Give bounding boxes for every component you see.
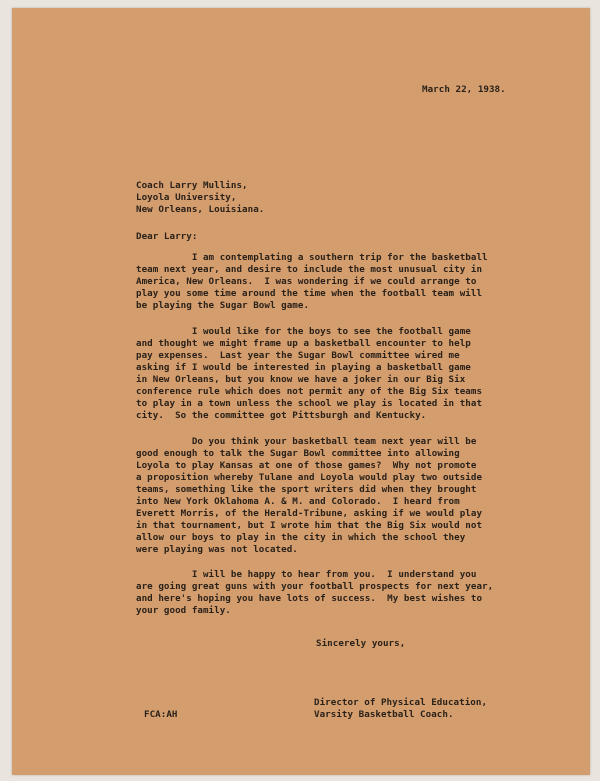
text-line: and here's hoping you have lots of success. My best wishes to xyxy=(136,593,483,604)
text-line: into New York Oklahoma A. & M. and Colorado. I heard from xyxy=(136,496,460,507)
letter-date: March 22, 1938. xyxy=(422,84,506,95)
text-line: conference rule which does not permit any of the Big Six teams xyxy=(136,386,483,397)
address-line: New Orleans, Louisiana. xyxy=(136,204,265,215)
text-line: team next year, and desire to include the most unusual city in xyxy=(136,264,483,275)
text-line: and thought we might frame up a basketball encounter to help xyxy=(136,338,471,349)
body-paragraph-3 xyxy=(136,436,482,556)
text-line: are going great guns with your football prospects for next year, xyxy=(136,581,494,592)
text-line: Everett Morris, of the Herald-Tribune, asking if we would play xyxy=(136,508,483,519)
text-line: allow our boys to play in the city in which the school they xyxy=(136,532,466,543)
text-line: pay expenses. Last year the Sugar Bowl committee wired me xyxy=(136,350,460,361)
text-line: to play in a town unless the school we play is located in that xyxy=(136,398,483,409)
signature-line: Director of Physical Education, xyxy=(314,697,488,708)
body-paragraph-2 xyxy=(136,326,482,422)
text-line: play you some time around the time when the football team will xyxy=(136,288,483,299)
body-paragraph-4 xyxy=(136,569,493,617)
text-line: asking if I would be interested in playing a basketball game xyxy=(136,362,471,373)
text-line: in that tournament, but I wrote him that the Big Six would not xyxy=(136,520,483,531)
text-line: I would like for the boys to see the football game xyxy=(136,326,471,337)
text-line: Loyola to play Kansas at one of those games? Why not promote xyxy=(136,460,477,471)
text-line: America, New Orleans. I was wondering if we could arrange to xyxy=(136,276,477,287)
text-line: in New Orleans, but you know we have a joker in our Big Six xyxy=(136,374,466,385)
signature-block xyxy=(314,697,487,721)
text-line: city. So the committee got Pittsburgh and Kentucky. xyxy=(136,410,427,421)
signature-line: Varsity Basketball Coach. xyxy=(314,709,454,720)
text-line: a proposition whereby Tulane and Loyola would play two outside xyxy=(136,472,483,483)
salutation: Dear Larry: xyxy=(136,231,198,242)
letter-page xyxy=(12,8,590,775)
text-line: were playing was not located. xyxy=(136,544,298,555)
text-line: I will be happy to hear from you. I understand you xyxy=(136,569,477,580)
text-line: Do you think your basketball team next year will be xyxy=(136,436,477,447)
inside-address xyxy=(136,180,264,216)
text-line: I am contemplating a southern trip for the basketball xyxy=(136,252,488,263)
text-line: be playing the Sugar Bowl game. xyxy=(136,300,310,311)
reference-initials: FCA:AH xyxy=(144,709,178,720)
body-paragraph-1 xyxy=(136,252,488,312)
text-line: good enough to talk the Sugar Bowl committee into allowing xyxy=(136,448,460,459)
address-line: Coach Larry Mullins, xyxy=(136,180,248,191)
text-line: teams, something like the sport writers did when they brought xyxy=(136,484,477,495)
text-line: your good family. xyxy=(136,605,231,616)
closing: Sincerely yours, xyxy=(316,638,406,649)
address-line: Loyola University, xyxy=(136,192,237,203)
